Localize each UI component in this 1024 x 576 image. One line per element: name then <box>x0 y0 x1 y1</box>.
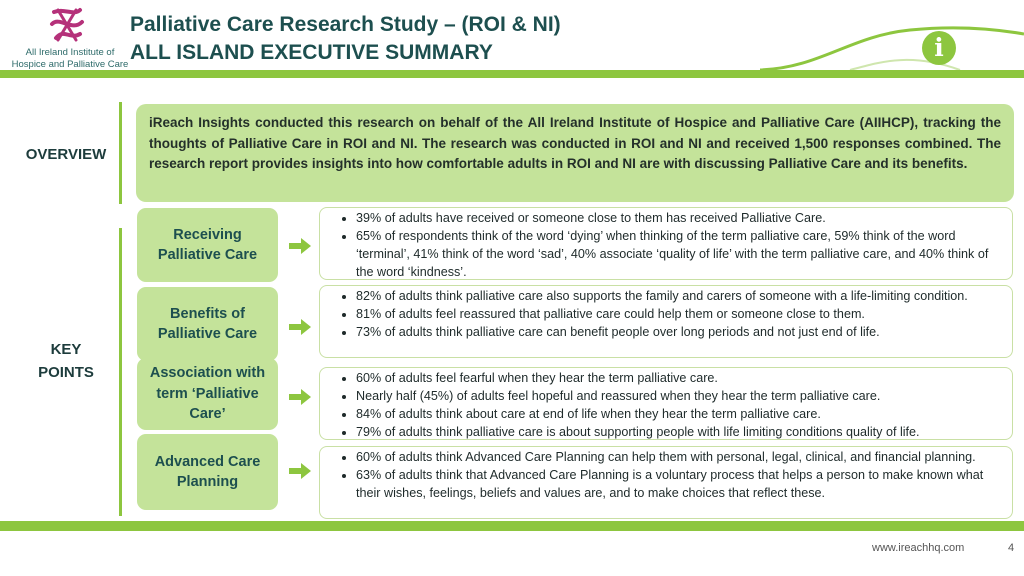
key-points-divider <box>119 228 122 516</box>
key-point-heading: Benefits of Palliative Care <box>137 287 278 361</box>
arrow-right-icon <box>289 389 311 405</box>
logo-mark-icon <box>46 6 88 44</box>
key-point-details <box>319 285 1013 358</box>
page-subtitle: ALL ISLAND EXECUTIVE SUMMARY <box>130 41 493 64</box>
aiihpc-logo <box>8 6 128 74</box>
bullet-item: • 60% of adults think Advanced Care Planning can help them with personal, legal, clinical, and financial planning. <box>356 448 1002 466</box>
key-point-details <box>319 446 1013 519</box>
bullet-item: • 73% of adults think palliative care can benefit people over long periods and not just end of life. <box>356 323 1002 341</box>
logo-text-line2: Hospice and Palliative Care <box>11 59 129 70</box>
footer-bar <box>0 521 1024 531</box>
arrow-right-icon <box>289 463 311 479</box>
page-title: Palliative Care Research Study – (ROI & NI) <box>130 13 561 36</box>
overview-box: iReach Insights conducted this research on behalf of the All Ireland Institute of Hospice and Palliative Care (AIIHCP), tracking the thoughts of Palliative Care in ROI and NI. The research was conducted in ROI and NI and received 1,500 responses combined. The research report provides insights into how comfortable adults in ROI and NI are with discussing Palliative Care and its benefits. <box>136 104 1014 202</box>
key-points-label-line1: KEY <box>50 341 82 358</box>
key-point-heading: Receiving Palliative Care <box>137 208 278 282</box>
key-point-details <box>319 367 1013 440</box>
bullet-item: • Nearly half (45%) of adults feel hopeful and reassured when they hear the term palliative care. <box>356 387 1002 405</box>
key-points-label-line2: POINTS <box>38 364 94 381</box>
overview-label: OVERVIEW <box>25 146 107 163</box>
key-point-details <box>319 207 1013 280</box>
key-point-heading: Advanced Care Planning <box>137 434 278 510</box>
key-point-heading: Association with term ‘Palliative Care’ <box>137 358 278 430</box>
ireach-info-icon: i <box>922 31 956 65</box>
arrow-right-icon <box>289 319 311 335</box>
page-number: 4 <box>1008 542 1015 554</box>
bullet-item: • 65% of respondents think of the word ‘dying’ when thinking of the term palliative care, 59% think of the word ‘terminal’, 41% think of the word ‘sad’, 40% associate ‘quality of life’ with the term palliative care, and 40% think of the word ‘kindness’. <box>356 227 1002 281</box>
bullet-item: • 60% of adults feel fearful when they hear the term palliative care. <box>356 369 1002 387</box>
bullet-item: • 79% of adults think palliative care is about supporting people with life limiting conditions quality of life. <box>356 423 1002 441</box>
arrow-right-icon <box>289 238 311 254</box>
bullet-item: • 39% of adults have received or someone close to them has received Palliative Care. <box>356 209 1002 227</box>
overview-divider <box>119 102 122 204</box>
bullet-item: • 81% of adults feel reassured that palliative care could help them or someone close to them. <box>356 305 1002 323</box>
bullet-item: • 84% of adults think about care at end of life when they hear the term palliative care. <box>356 405 1002 423</box>
header-curve-decoration <box>760 22 1024 72</box>
bullet-item: • 63% of adults think that Advanced Care Planning is a voluntary process that helps a person to make known what their wishes, feelings, beliefs and values are, and to make choices that reflect these. <box>356 466 1002 502</box>
footer-url[interactable]: www.ireachhq.com <box>872 542 965 554</box>
key-points-label <box>14 338 118 384</box>
bullet-item: • 82% of adults think palliative care also supports the family and carers of someone with a life-limiting condition. <box>356 287 1002 305</box>
logo-text-line1: All Ireland Institute of <box>25 47 115 58</box>
header-bar <box>0 70 1024 78</box>
